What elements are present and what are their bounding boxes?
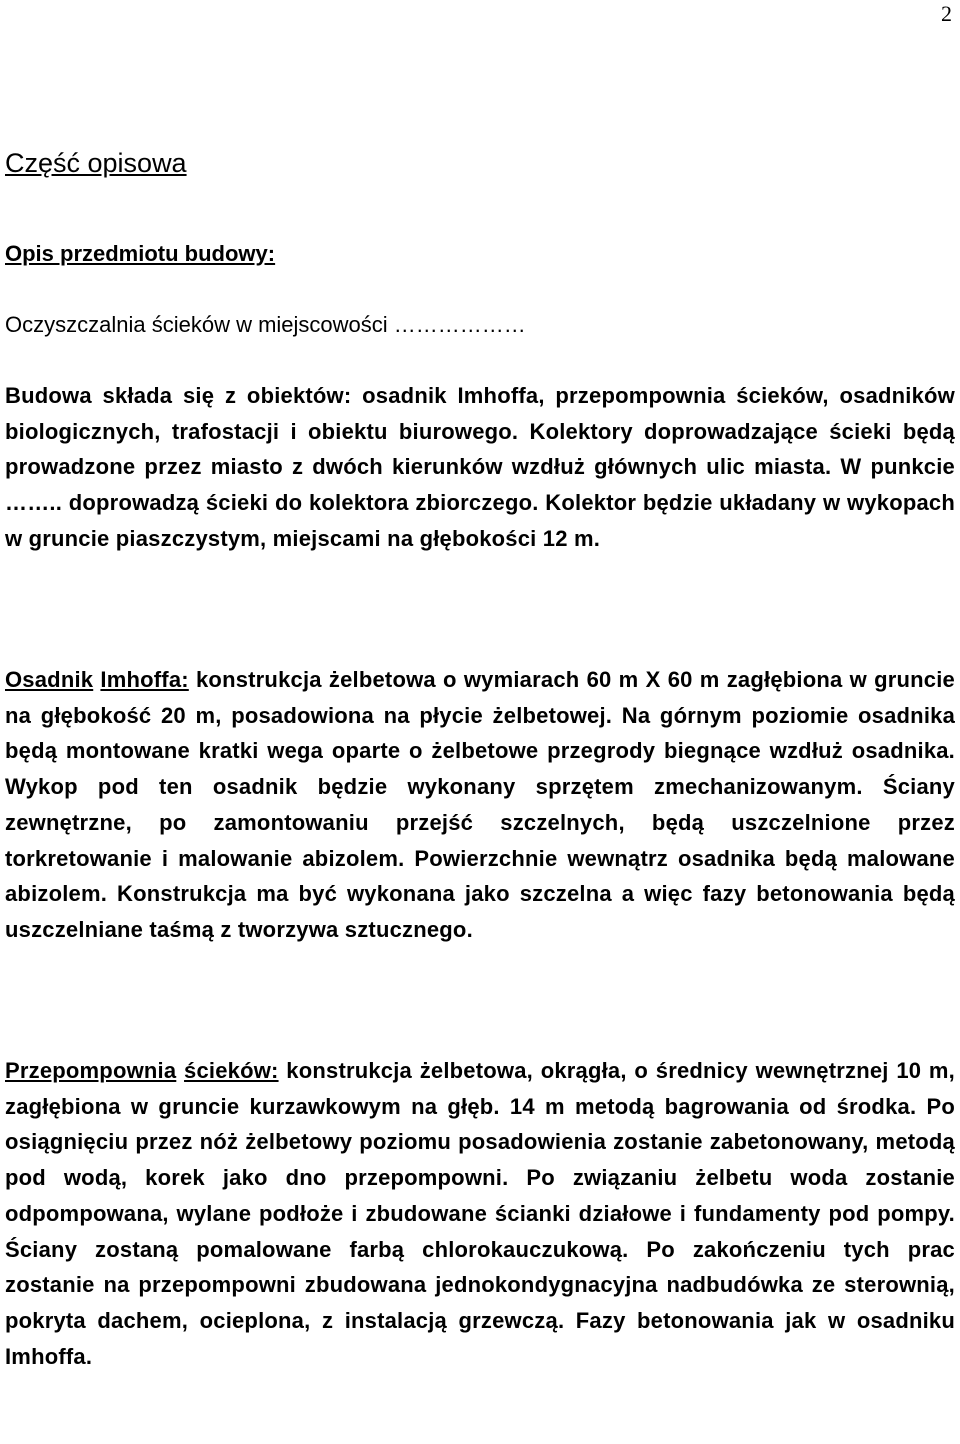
paragraph-label: Przepompownia [5,1058,177,1083]
page-number: 2 [941,1,952,26]
paragraph-pumping-station [5,1053,955,1374]
paragraph-label: Imhoffa: [100,667,189,692]
section-heading: Część opisowa [5,148,187,178]
paragraph-label: ścieków: [184,1058,279,1083]
paragraph-overview: Budowa składa się z obiektów: osadnik Imhoffa, przepompownia ścieków, osadników biologicznych, trafostacji i obiektu biurowego. Kolektory doprowadzające ścieki będą prowadzone przez miasto z dwóch kierunków wzdłuż głównych ulic miasta. W punkcie …….. doprowadzą ścieki do kolektora zbiorczego. Kolektor będzie układany w wykopach w gruncie piaszczystym, miejscami na głębokości 12 m. [5,383,955,551]
paragraph-text: konstrukcja żelbetowa o wymiarach 60 m X 60 m zagłębiona w gruncie na głębokość 20 m, posadowiona na płycie żelbetowej. Na górnym poziomie osadnika będą montowane kratki wega oparte o żelbetowe przegrody biegnące wzdłuż osadnika. Wykop pod ten osadnik będzie wykonany sprzętem zmechanizowanym. Ściany zewnętrzne, po zamontowaniu przejść szczelnych, będą uszczelnione przez torkretowanie i malowanie abizolem. Powierzchnie wewnątrz osadnika będą malowane abizolem. Konstrukcja ma być wykonana jako szczelna a więc fazy betonowania będą uszczelniane taśmą z tworzywa sztucznego. [5,667,955,942]
subsection-heading: Opis przedmiotu budowy: [5,241,276,266]
paragraph-text: konstrukcja żelbetowa, okrągła, o średnicy wewnętrznej 10 m, zagłębiona w gruncie kurzawkowym na głęb. 14 m metodą bagrowania od środka. Po osiągnięciu przez nóż żelbetowy poziomu posadowienia zostanie zabetonowany, metodą pod wodą, korek jako dno przepompowni. Po związaniu żelbetu woda zostanie odpompowana, wylane podłoże i zbudowane ścianki działowe i fundamenty pod pompy. Ściany zostaną pomalowane farbą chlorokauczukową. Po zakończeniu tych prac zostanie na przepompowni zbudowana jednokondygnacyjna nadbudówka ze sterownią, pokryta dachem, ocieplona, z instalacją grzewczą. Fazy betonowania jak w osadniku Imhoffa. [5,1058,955,1369]
paragraph-label: Osadnik [5,667,94,692]
project-subject: Oczyszczalnia ścieków w miejscowości ……………… [5,312,526,337]
paragraph-imhoff-tank [5,662,955,948]
